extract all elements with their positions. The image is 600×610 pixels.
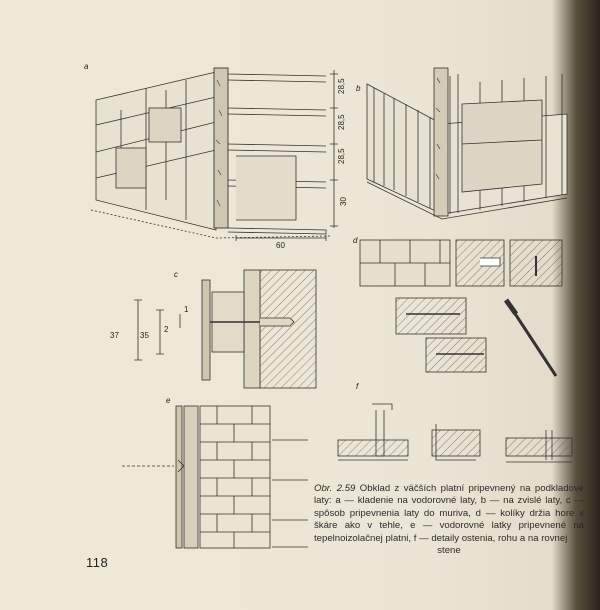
page-number: 118 bbox=[86, 555, 109, 570]
label-e: e bbox=[166, 396, 171, 405]
dim-c-2: 2 bbox=[164, 325, 169, 334]
caption-figure-number: Obr. 2.59 bbox=[314, 483, 356, 494]
figure-d-drawing bbox=[360, 236, 570, 396]
caption-last-word: stene bbox=[437, 545, 461, 557]
caption-text: Obklad z väčších platní pripevnený na podkladové laty: a — kladenie na vodorovné laty, b — na zvislé laty, c — spôsob pripevnenia laty do muriva, d — kolíky držia hore v škáre ako v tehle, e — vodorovné latky pripevnené na tepelnoizolačnej platni, f — detaily ostenia, rohu a na rovnej bbox=[314, 483, 584, 544]
figure-caption bbox=[314, 483, 584, 557]
figure-b-drawing bbox=[362, 64, 572, 224]
dim-c-1: 1 bbox=[184, 305, 189, 314]
dim-c-37: 37 bbox=[110, 331, 119, 340]
dim-a-1: 28,5 bbox=[337, 78, 346, 94]
dim-a-3: 28,5 bbox=[337, 148, 346, 164]
label-a: a bbox=[84, 62, 89, 71]
dim-a-2: 28,5 bbox=[337, 114, 346, 130]
dim-c-35: 35 bbox=[140, 331, 149, 340]
label-b: b bbox=[356, 84, 361, 93]
figure-e-drawing bbox=[122, 402, 312, 552]
figure-a-drawing bbox=[86, 60, 346, 250]
label-c: c bbox=[174, 270, 178, 279]
dim-a-5: 60 bbox=[276, 241, 285, 250]
dim-a-4: 30 bbox=[339, 197, 348, 206]
figure-c-drawing bbox=[110, 270, 320, 390]
figure-f-drawing bbox=[336, 390, 576, 480]
label-f: f bbox=[356, 382, 359, 391]
label-d: d bbox=[353, 236, 358, 245]
